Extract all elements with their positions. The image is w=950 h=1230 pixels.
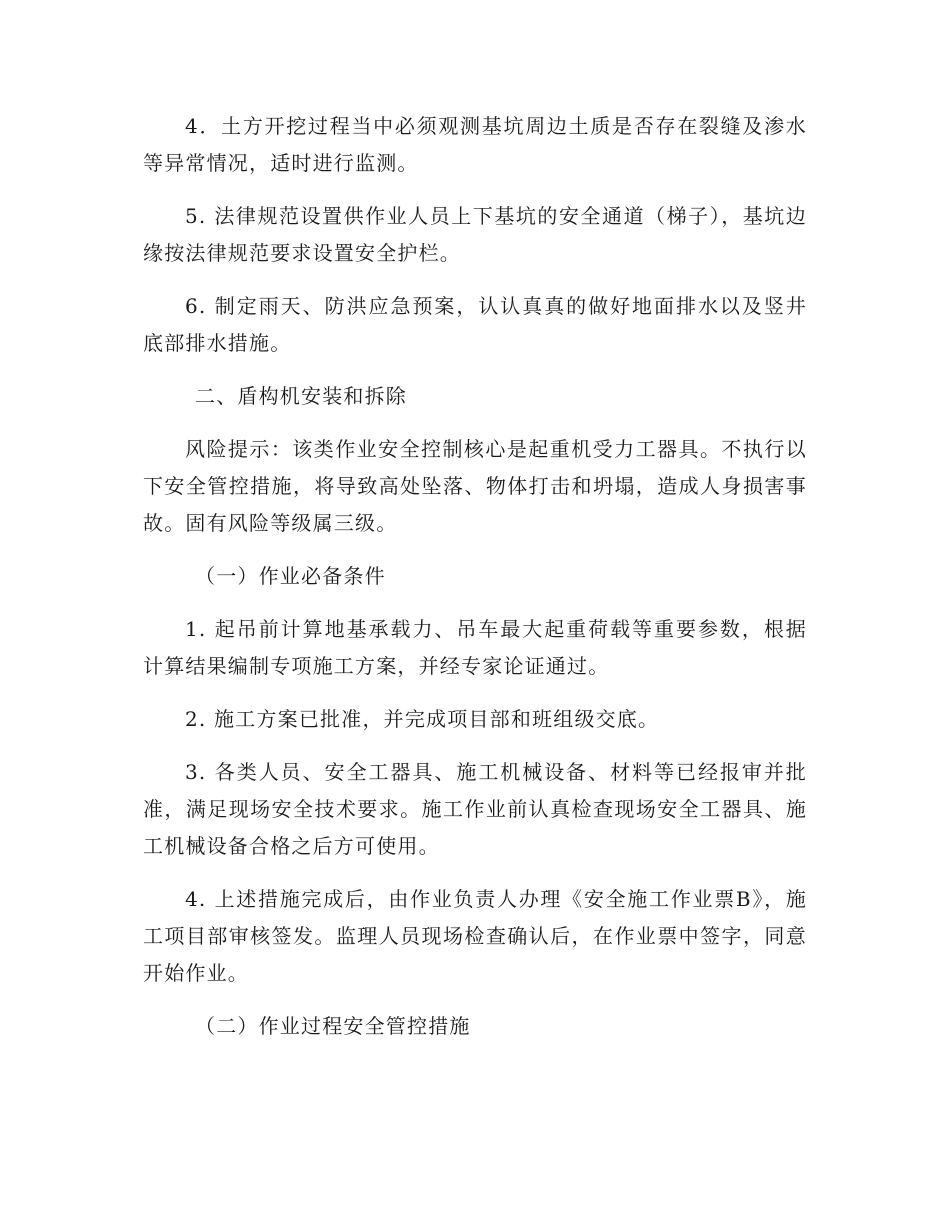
subsection-heading-safety-controls: （二）作业过程安全管控措施 xyxy=(195,1014,471,1038)
paragraph-item-2-plan-approved: 2. 施工方案已批准，并完成项目部和班组级交底。 xyxy=(185,707,660,731)
paragraph-item-4-work-permit: 4. 上述措施完成后，由作业负责人办理《安全施工作业票B》，施工项目部审核签发。监理人员现场检查确认后，在作业票中签字，同意开始作业。 xyxy=(143,887,807,985)
paragraph-item-6-emergency-plan: 6. 制定雨天、防洪应急预案，认认真真的做好地面排水以及竖井底部排水措施。 xyxy=(143,294,807,355)
paragraph-item-1-lifting-calculation: 1. 起吊前计算地基承载力、吊车最大起重荷载等重要参数，根据计算结果编制专项施工方案，并经专家论证通过。 xyxy=(143,617,807,678)
paragraph-item-4-soil-monitoring: 4．土方开挖过程当中必须观测基坑周边土质是否存在裂缝及渗水等异常情况，适时进行监测。 xyxy=(143,114,807,175)
document-body xyxy=(143,108,807,1061)
paragraph-item-5-safety-passage: 5. 法律规范设置供作业人员上下基坑的安全通道（梯子），基坑边缘按法律规范要求设置安全护栏。 xyxy=(143,204,807,265)
subsection-heading-prerequisites: （一）作业必备条件 xyxy=(195,564,386,588)
paragraph-item-3-personnel-equipment: 3. 各类人员、安全工器具、施工机械设备、材料等已经报审并批准，满足现场安全技术要求。施工作业前认真检查现场安全工器具、施工机械设备合格之后方可使用。 xyxy=(143,760,807,858)
risk-notice-paragraph: 风险提示：该类作业安全控制核心是起重机受力工器具。不执行以下安全管控措施，将导致高处坠落、物体打击和坍塌，造成人身损害事故。固有风险等级属三级。 xyxy=(143,437,807,535)
section-heading-shield-machine: 二、盾构机安装和拆除 xyxy=(195,384,407,408)
